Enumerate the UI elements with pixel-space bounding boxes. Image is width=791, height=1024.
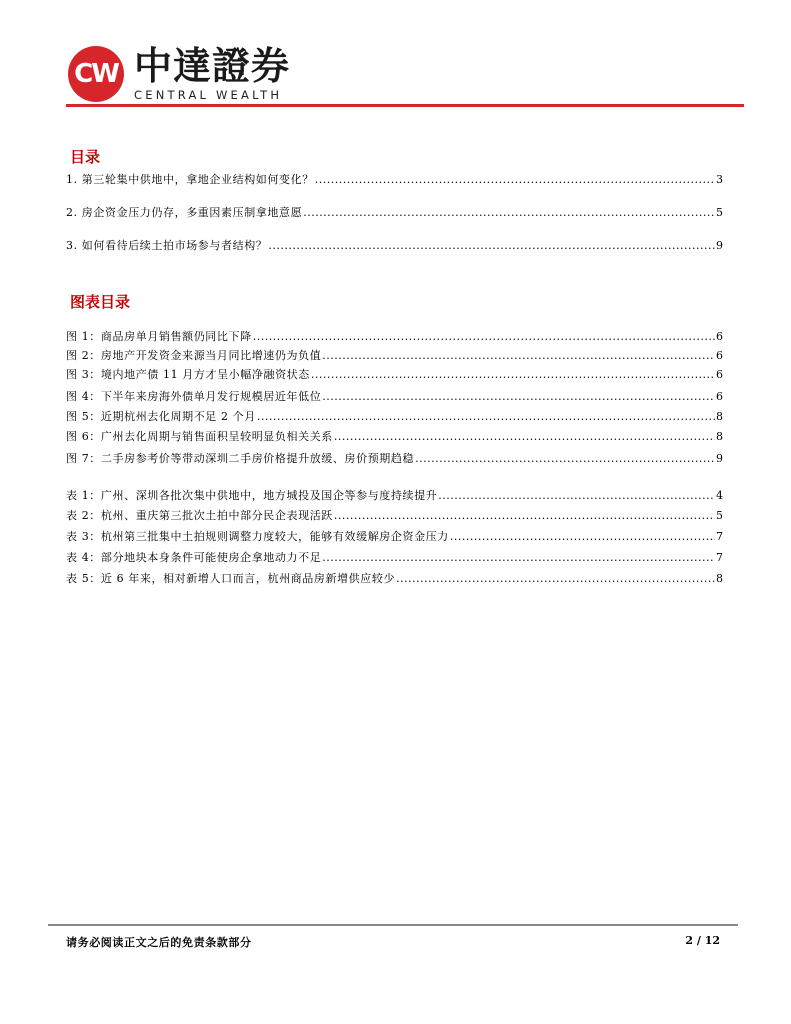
leader-dots: [450, 529, 715, 545]
chart-item-page: 8: [716, 410, 723, 423]
chart-item-page: 6: [716, 390, 723, 403]
chart-item-page: 6: [716, 368, 723, 381]
chart-item-page: 6: [716, 349, 723, 362]
chart-item-page: 9: [716, 452, 723, 465]
table-item-page: 5: [716, 509, 723, 522]
chart-item[interactable]: [66, 329, 723, 345]
chart-item-text: 图 6：广州去化周期与销售面积呈较明显负相关关系: [66, 430, 333, 443]
table-item[interactable]: [66, 550, 723, 566]
table-item-page: 7: [716, 530, 723, 543]
leader-dots: [334, 429, 715, 445]
table-item-page: 8: [716, 572, 723, 585]
figures-toc-title: 图表目录: [70, 293, 131, 311]
footer-divider: [48, 924, 738, 926]
leader-dots: [415, 451, 715, 467]
toc-item[interactable]: [66, 172, 723, 188]
leader-dots: [322, 389, 715, 405]
leader-dots: [334, 508, 715, 524]
chart-item[interactable]: [66, 451, 723, 467]
leader-dots: [257, 409, 715, 425]
toc-item-page: 9: [716, 239, 723, 252]
leader-dots: [268, 238, 715, 254]
chart-item-text: 图 7：二手房参考价等带动深圳二手房价格提升放缓、房价预期趋稳: [66, 452, 415, 465]
chart-item-text: 图 3：境内地产债 11 月方才呈小幅净融资状态: [66, 368, 310, 381]
company-logo: [66, 42, 306, 106]
logo-english-name: CENTRAL WEALTH: [134, 88, 283, 102]
logo-chinese-name: 中達證券: [134, 44, 291, 88]
chart-item-page: 6: [716, 330, 723, 343]
table-item-page: 4: [716, 489, 723, 502]
leader-dots: [396, 571, 715, 587]
toc-title: 目录: [70, 148, 101, 166]
leader-dots: [311, 367, 715, 383]
chart-item-text: 图 5：近期杭州去化周期不足 2 个月: [66, 410, 256, 423]
table-item-text: 表 3：杭州第三批集中土拍规则调整力度较大，能够有效缓解房企资金压力: [66, 530, 449, 543]
header-divider: [66, 104, 744, 107]
chart-item-text: 图 2：房地产开发资金来源当月同比增速仍为负值: [66, 349, 322, 362]
table-item[interactable]: [66, 529, 723, 545]
table-item-text: 表 1：广州、深圳各批次集中供地中，地方城投及国企等参与度持续提升: [66, 489, 438, 502]
table-item-page: 7: [716, 551, 723, 564]
table-item-text: 表 4：部分地块本身条件可能使房企拿地动力不足: [66, 551, 322, 564]
chart-item[interactable]: [66, 409, 723, 425]
toc-item[interactable]: [66, 238, 723, 254]
table-item-text: 表 2：杭州、重庆第三批次土拍中部分民企表现活跃: [66, 509, 333, 522]
table-item[interactable]: [66, 488, 723, 504]
toc-item-text: 1. 第三轮集中供地中，拿地企业结构如何变化？: [66, 173, 314, 186]
toc-item[interactable]: [66, 205, 723, 221]
leader-dots: [322, 550, 715, 566]
chart-item[interactable]: [66, 429, 723, 445]
logo-mark: CW: [68, 46, 124, 102]
toc-item-page: 3: [716, 173, 723, 186]
page-number: 2 / 12: [685, 934, 720, 947]
table-item[interactable]: [66, 571, 723, 587]
chart-item-text: 图 4：下半年来房海外债单月发行规模居近年低位: [66, 390, 322, 403]
leader-dots: [322, 348, 715, 364]
footer-disclaimer: 请务必阅读正文之后的免责条款部分: [66, 936, 252, 949]
chart-item[interactable]: [66, 389, 723, 405]
toc-item-text: 2. 房企资金压力仍存，多重因素压制拿地意愿: [66, 206, 303, 219]
chart-item-page: 8: [716, 430, 723, 443]
table-item[interactable]: [66, 508, 723, 524]
chart-item[interactable]: [66, 367, 723, 383]
chart-item[interactable]: [66, 348, 723, 364]
toc-item-text: 3. 如何看待后续土拍市场参与者结构？: [66, 239, 268, 252]
leader-dots: [438, 488, 715, 504]
table-item-text: 表 5：近 6 年来，相对新增人口而言，杭州商品房新增供应较少: [66, 572, 396, 585]
chart-item-text: 图 1：商品房单月销售额仍同比下降: [66, 330, 252, 343]
leader-dots: [315, 172, 715, 188]
toc-item-page: 5: [716, 206, 723, 219]
leader-dots: [303, 205, 715, 221]
leader-dots: [253, 329, 715, 345]
